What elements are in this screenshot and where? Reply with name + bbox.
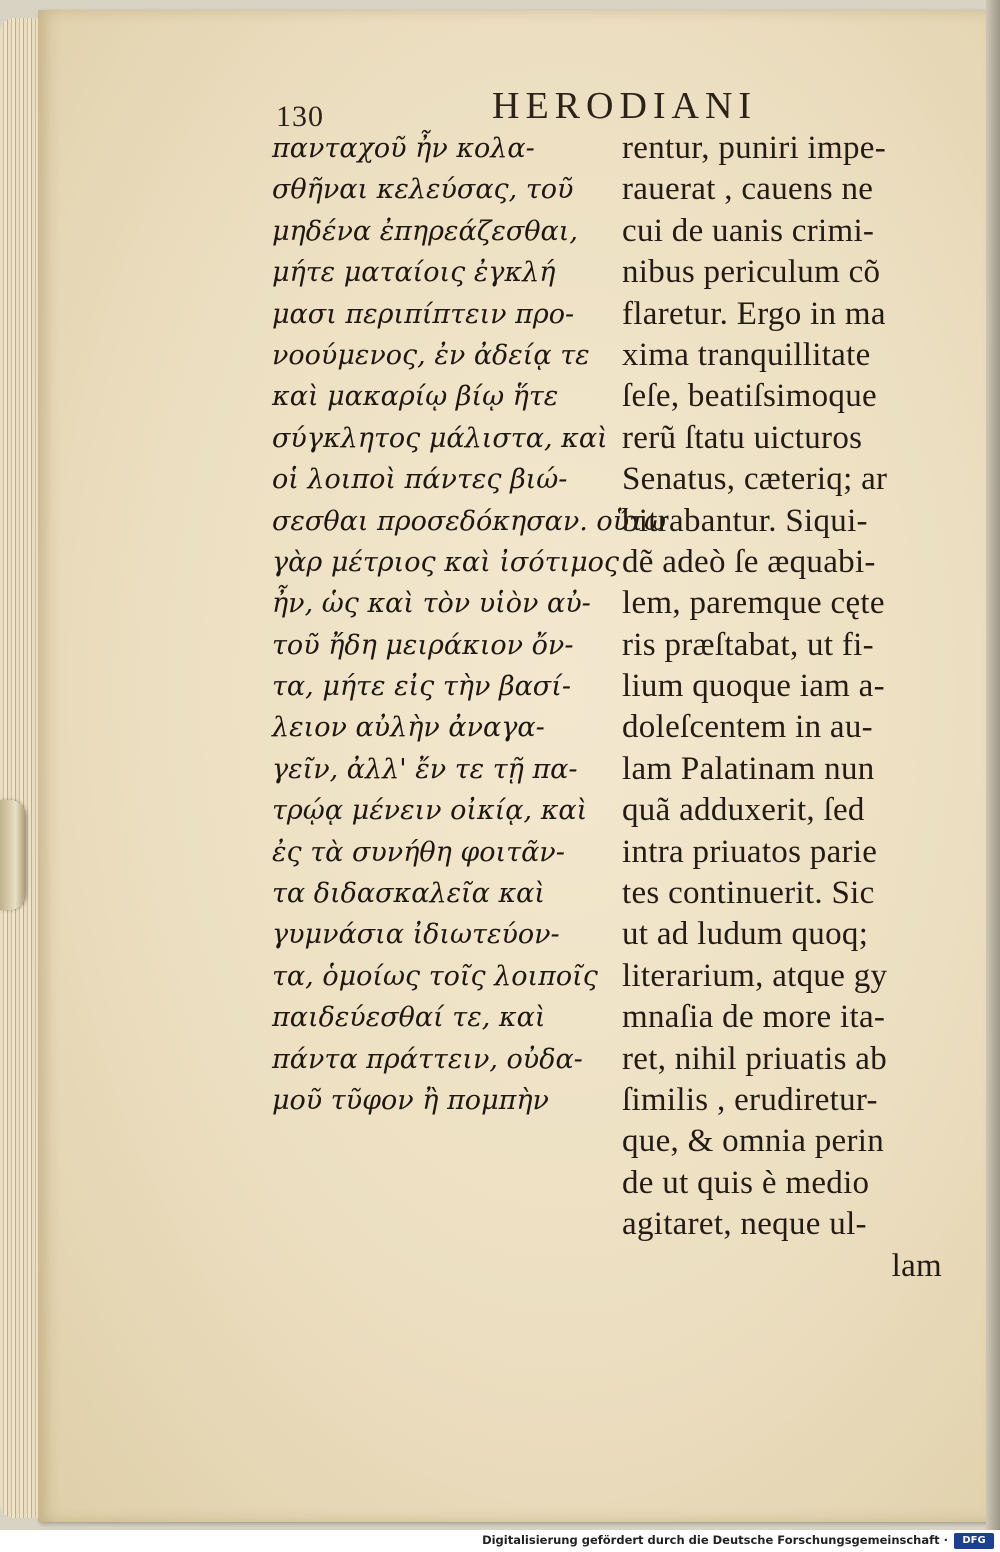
greek-text-line: πάντα πράττειν, οὐδα- (272, 1043, 583, 1075)
greek-text-line: σεσθαι προσεδόκησαν. οὕτω (272, 505, 667, 537)
greek-text-line: ἐς τὰ συνήθη φοιτᾶν- (272, 836, 565, 868)
latin-text-line: intra priuatos parie (622, 833, 878, 870)
greek-text-line: πανταχοῦ ἦν κολα- (272, 133, 535, 164)
book-clasp (0, 800, 26, 910)
scan-right-edge (986, 0, 1000, 1530)
latin-text-line: lam (891, 1247, 942, 1284)
greek-text-line: νοούμενος, ἐν ἀδείᾳ τε (272, 339, 590, 371)
latin-text-line: ret, nihil priuatis ab (622, 1040, 888, 1077)
latin-text-line: cui de uanis crimi- (622, 212, 875, 249)
latin-text-line: lam Palatinam nun (622, 750, 875, 787)
latin-text-line: agitaret, neque ul- (622, 1206, 867, 1243)
footer-bar (0, 1530, 1000, 1552)
greek-text-line: σθῆναι κελεύσας, τοῦ (272, 174, 574, 206)
latin-text-line: bitrabantur. Siqui- (622, 502, 868, 539)
greek-text-line: γὰρ μέτριος καὶ ἰσότιμος (272, 546, 620, 578)
latin-text-line: nibus periculum cõ (622, 254, 881, 291)
greek-text-line: λειον αὐλὴν ἀναγα- (272, 712, 545, 744)
latin-text-line: lium quoque iam a- (622, 668, 885, 705)
greek-text-line: γυμνάσια ἰδιωτεύον- (272, 919, 560, 951)
funding-credit: Digitalisierung gefördert durch die Deutsche Forschungsgemeinschaft · (482, 1533, 948, 1547)
latin-text-line: rentur, puniri impe- (622, 130, 887, 166)
latin-text-line: rerũ ſtatu uicturos (622, 419, 863, 456)
greek-text-line: καὶ μακαρίῳ βίῳ ἥτε (272, 381, 559, 413)
latin-text-line: ris præſtabat, ut fi- (622, 626, 874, 663)
latin-text-line: xima tranquillitate (622, 336, 871, 373)
latin-text-line: doleſcentem in au- (622, 709, 873, 746)
latin-text-line: que, & omnia perin (622, 1123, 885, 1160)
greek-text-line: μήτε ματαίοις ἐγκλή (272, 257, 556, 289)
latin-text-line: rauerat , cauens ne (622, 171, 874, 208)
latin-text-column (622, 128, 942, 1287)
greek-text-line: ἦν, ὡς καὶ τὸν υἱὸν αὐ- (272, 588, 591, 620)
latin-text-line: flaretur. Ergo in ma (622, 295, 886, 332)
page-number: 130 (276, 100, 324, 133)
greek-text-line: μηδένα ἐπηρεάζεσθαι, (272, 215, 578, 247)
book-page-edges (0, 18, 40, 1518)
greek-text-line: τρῴᾳ μένειν οἰκίᾳ, καὶ (272, 795, 588, 827)
latin-text-line: ſeſe, beatiſsimoque (622, 378, 877, 415)
latin-text-line: lem, paremque cęte (622, 585, 885, 622)
greek-text-line: σύγκλητος μάλιστα, καὶ (272, 422, 608, 454)
greek-text-column (272, 128, 667, 1121)
greek-text-line: τοῦ ἤδη μειράκιον ὄν- (272, 629, 574, 661)
latin-text-line: tes continuerit. Sic (622, 875, 875, 912)
running-title: HERODIANI (492, 85, 758, 127)
greek-text-line: μοῦ τῦφον ἢ πομπὴν (272, 1084, 549, 1116)
greek-text-line: μασι περιπίπτειν προ- (272, 298, 575, 330)
latin-text-line: dẽ adeò ſe æquabi- (622, 543, 876, 580)
greek-text-line: παιδεύεσθαί τε, καὶ (272, 1002, 546, 1034)
latin-text-line: mnaſia de more ita- (622, 999, 886, 1036)
greek-text-line: τα, ὁμοίως τοῖς λοιποῖς (272, 960, 598, 992)
dfg-logo: DFG (954, 1533, 994, 1549)
greek-text-line: τα διδασκαλεῖα καὶ (272, 878, 545, 910)
latin-text-line: literarium, atque gy (622, 957, 888, 994)
greek-text-line: τα, μήτε εἰς τὴν βασί- (272, 671, 571, 703)
greek-text-line: οἱ λοιποὶ πάντες βιώ- (272, 464, 568, 496)
latin-text-line: de ut quis è medio (622, 1164, 870, 1201)
latin-text-line: quã adduxerit, ſed (622, 792, 865, 829)
greek-text-line: γεῖν, ἀλλ' ἔν τε τῇ πα- (272, 753, 578, 785)
latin-text-line: Senatus, cæteriq; ar (622, 461, 888, 498)
latin-text-line: ſimilis , erudiretur- (622, 1081, 878, 1118)
latin-text-line: ut ad ludum quoq; (622, 916, 869, 953)
